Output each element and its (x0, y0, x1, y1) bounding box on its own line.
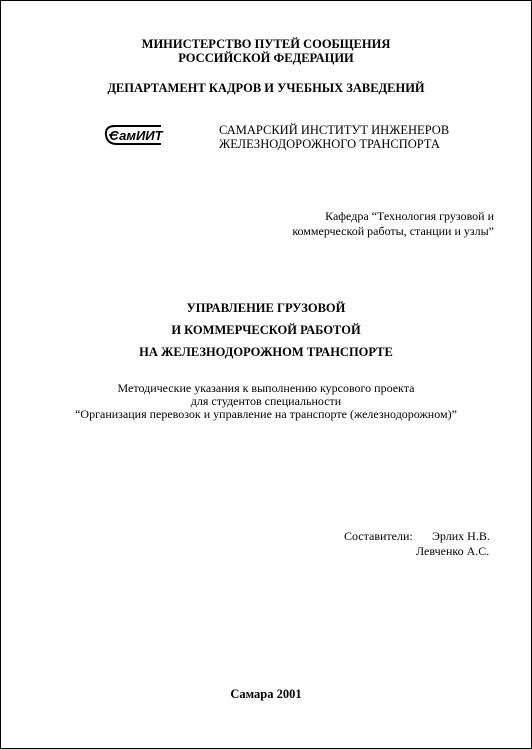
title-line-1: УПРАВЛЕНИЕ ГРУЗОВОЙ (186, 301, 346, 315)
ministry-line-2: РОССИЙСКОЙ ФЕДЕРАЦИИ (178, 51, 354, 65)
method-line-1: Методические указания к выполнению курсового проекта (117, 381, 415, 395)
method-line-2: для студентов специальности (190, 394, 342, 408)
kafedra-line-2: коммерческой работы, станции и узлы” (292, 224, 494, 238)
city-year: Самара 2001 (230, 687, 302, 701)
department-header: ДЕПАРТАМЕНТ КАДРОВ И УЧЕБНЫХ ЗАВЕДЕНИЙ (107, 81, 425, 95)
logo-text: СамИИТ (109, 128, 163, 143)
ministry-line-1: МИНИСТЕРСТВО ПУТЕЙ СООБЩЕНИЯ (141, 37, 391, 51)
method-line-3: “Организация перевозок и управление на транспорте (железнодорожном)” (75, 407, 457, 421)
title-line-3: НА ЖЕЛЕЗНОДОРОЖНОМ ТРАНСПОРТЕ (139, 345, 393, 359)
samiit-logo-icon (103, 123, 165, 147)
title-line-2: И КОММЕРЧЕСКОЙ РАБОТОЙ (171, 323, 361, 337)
institute-line-2: ЖЕЛЕЗНОДОРОЖНОГО ТРАНСПОРТА (219, 137, 440, 151)
authors-block (344, 529, 490, 559)
kafedra-name (292, 209, 494, 239)
method-description (1, 382, 531, 421)
authors-row-1 (344, 529, 490, 544)
authors-label: Составители: (344, 529, 413, 543)
kafedra-line-1: Кафедра “Технология грузовой и (325, 209, 494, 223)
author-name-2: Левченко А.С. (416, 544, 490, 558)
ministry-header (1, 37, 531, 65)
document-title (1, 297, 531, 363)
institute-line-1: САМАРСКИЙ ИНСТИТУТ ИНЖЕНЕРОВ (219, 123, 450, 137)
samiit-logo-graphic (103, 123, 165, 147)
author-name-1: Эрлих Н.В. (432, 529, 490, 543)
institute-name (219, 123, 449, 151)
